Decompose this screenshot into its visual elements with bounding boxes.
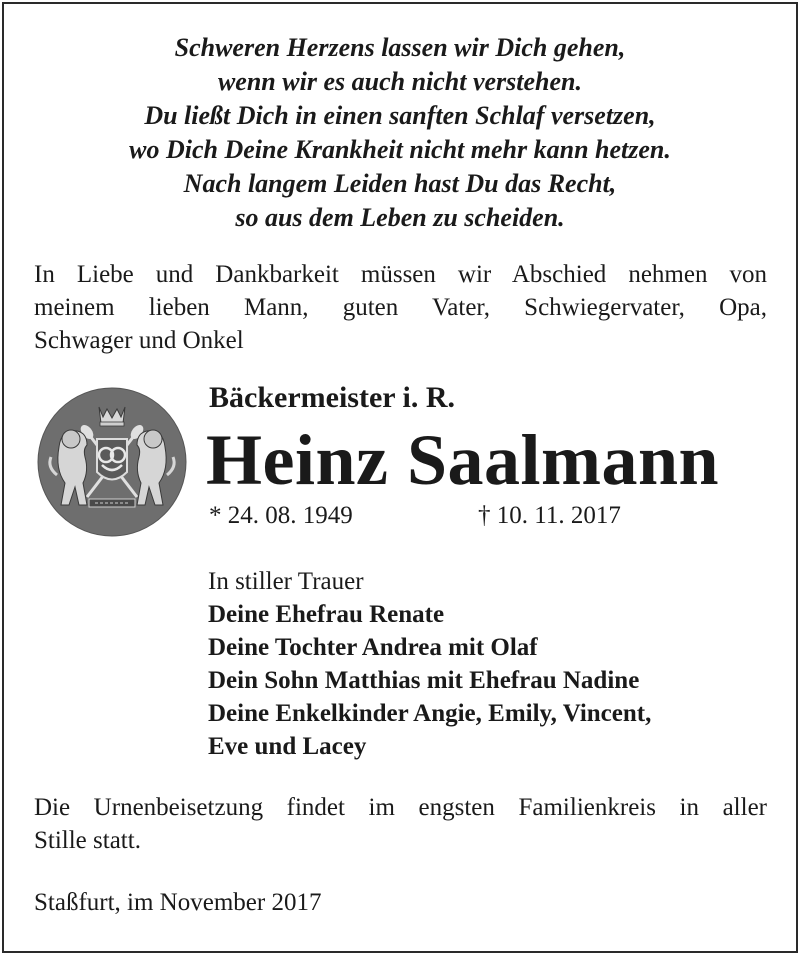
deceased-title: Bäckermeister i. R. [209,381,456,414]
place-and-date: Staßfurt, im November 2017 [34,889,322,916]
poem-line: Du ließt Dich in einen sanften Schlaf versetzen, [144,101,656,130]
poem [0,31,800,235]
mourner-entry: Deine Ehefrau Renate [208,601,445,628]
intro-line: meinem lieben Mann, guten Vater, Schwiegervater, Opa, [34,294,767,321]
poem-line: wenn wir es auch nicht verstehen. [217,67,583,96]
burial-note-line: Die Urnenbeisetzung findet im engsten Familienkreis in aller [34,794,767,821]
mourner-entry: Dein Sohn Matthias mit Ehefrau Nadine [208,667,640,694]
poem-line: so aus dem Leben zu scheiden. [235,203,565,232]
poem-line: wo Dich Deine Krankheit nicht mehr kann hetzen. [129,135,671,164]
mourner-entry: Eve und Lacey [208,733,367,760]
poem-line: Nach langem Leiden hast Du das Recht, [183,169,617,198]
intro-line: In Liebe und Dankbarkeit müssen wir Abschied nehmen von [34,261,767,288]
mourners-lead: In stiller Trauer [208,568,364,595]
mourners-list [208,565,651,763]
birth-date: * 24. 08. 1949 [209,502,353,529]
mourner-entry: Deine Tochter Andrea mit Olaf [208,634,538,661]
burial-note [34,791,767,857]
death-date: † 10. 11. 2017 [478,502,621,529]
burial-note-line: Stille statt. [34,827,141,854]
baker-guild-emblem-icon [37,387,187,537]
poem-line: Schweren Herzens lassen wir Dich gehen, [174,33,626,62]
mourner-entry: Deine Enkelkinder Angie, Emily, Vincent, [208,700,652,727]
intro-line: Schwager und Onkel [34,327,244,354]
deceased-name: Heinz Saalmann [206,420,720,500]
intro-text [34,258,767,357]
